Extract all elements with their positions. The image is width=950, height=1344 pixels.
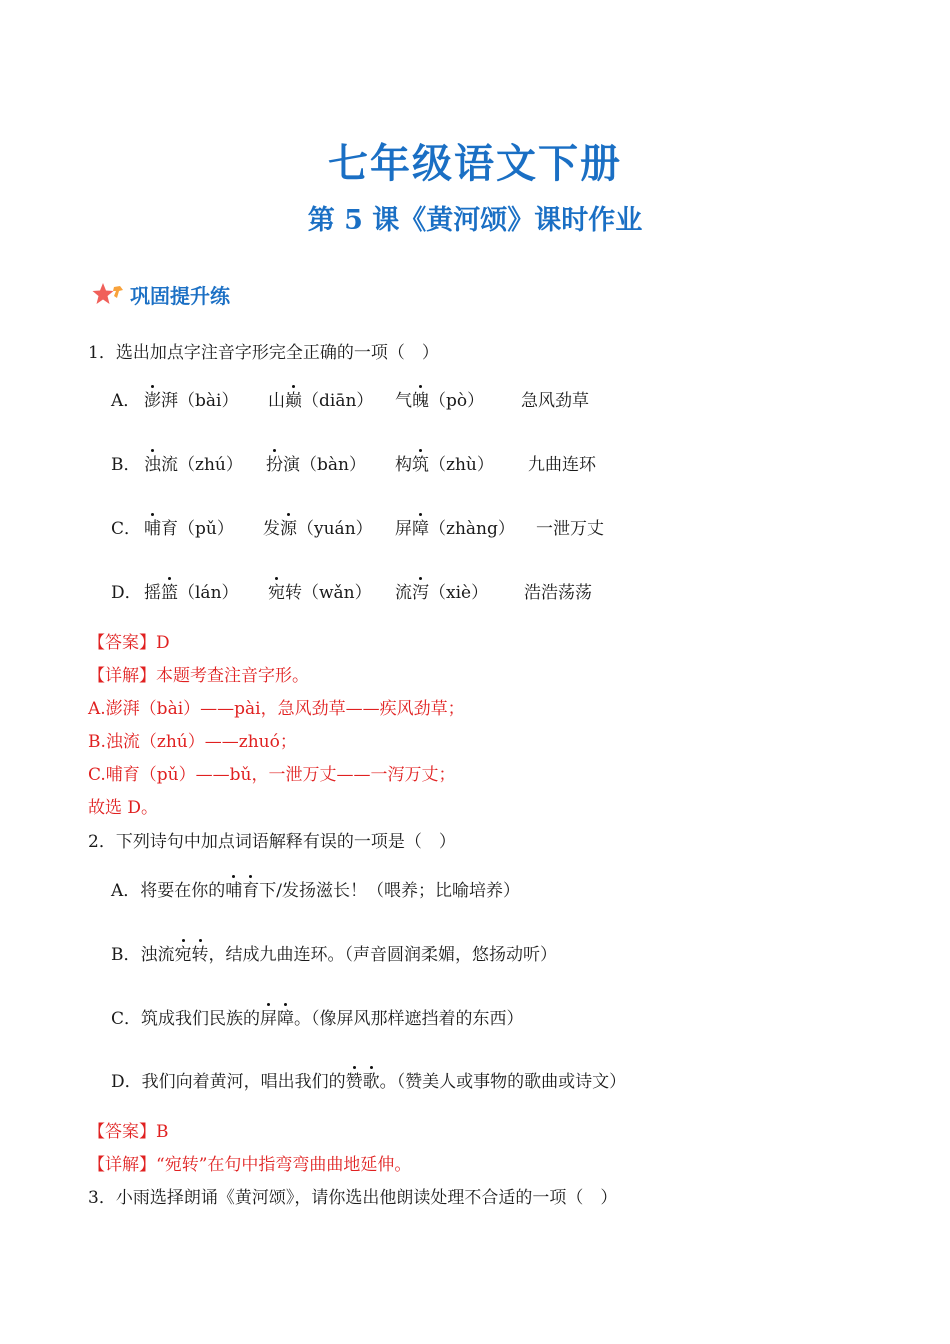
char: 流 <box>395 583 412 603</box>
q2-option-a <box>111 876 520 901</box>
dotted-char: 泻 <box>412 583 429 603</box>
char: 转 <box>285 583 302 603</box>
pinyin: （xiè） <box>429 583 489 603</box>
section-header <box>92 280 230 309</box>
document-subtitle: 第 5 课《黄河颂》课时作业 <box>307 205 643 236</box>
pinyin: （diān） <box>302 391 374 411</box>
q1-explanation: 【详解】本题考查注音字形。 <box>88 666 309 686</box>
option-letter: C． <box>111 1009 142 1029</box>
dotted-char: 哺 <box>225 881 243 901</box>
q2-option-d <box>111 1067 626 1092</box>
char: 摇 <box>144 583 161 603</box>
q2-option-c <box>111 1004 524 1029</box>
char: 流 <box>161 455 178 475</box>
dotted-word <box>225 881 259 901</box>
dotted-char: 源 <box>280 519 297 539</box>
pinyin: （zhù） <box>429 455 494 475</box>
text: 筑成我们民族的 <box>141 1009 261 1029</box>
dotted-char: 赞 <box>345 1072 363 1092</box>
char: 演 <box>283 455 300 475</box>
idiom: 九曲连环 <box>528 455 596 475</box>
dotted-char: 屏 <box>260 1009 278 1029</box>
option-letter: A． <box>111 881 141 901</box>
question-2-stem: 2．下列诗句中加点词语解释有误的一项是（ ） <box>88 832 456 852</box>
q1-option-a <box>111 386 711 412</box>
pinyin: （yuán） <box>297 519 373 539</box>
q2-option-b <box>111 940 557 965</box>
q1-explanation-b: B.浊流（zhú）——zhuó； <box>88 732 297 752</box>
pinyin: （zhàng） <box>429 519 515 539</box>
dotted-char: 浊 <box>144 455 161 475</box>
text: 下/发扬滋长！（喂养；比喻培养） <box>259 881 521 901</box>
char: 山 <box>268 391 285 411</box>
text: 。（像屏风那样遮挡着的东西） <box>294 1009 524 1029</box>
pinyin: （pò） <box>429 391 485 411</box>
dotted-char: 筑 <box>412 455 429 475</box>
dotted-char: 宛 <box>174 945 192 965</box>
q1-option-c <box>111 514 711 540</box>
idiom: 浩浩荡荡 <box>524 583 592 603</box>
dotted-char: 宛 <box>268 583 285 603</box>
q1-explanation-c: C.哺育（pǔ）——bǔ，一泄万丈——一泻万丈； <box>88 765 456 785</box>
dotted-word <box>260 1009 294 1029</box>
q1-answer: 【答案】D <box>88 633 170 653</box>
option-letter: D． <box>111 583 142 603</box>
dotted-char: 澎 <box>144 391 161 411</box>
dotted-char: 哺 <box>144 519 161 539</box>
section-title: 巩固提升练 <box>130 284 230 308</box>
question-1-stem: 1．选出加点字注音字形完全正确的一项（ ） <box>88 343 439 363</box>
document-title: 七年级语文下册 <box>328 140 622 187</box>
option-letter: C． <box>111 519 142 539</box>
text: 我们向着黄河，唱出我们的 <box>141 1072 346 1092</box>
pinyin: （zhú） <box>178 455 243 475</box>
char: 湃 <box>161 391 178 411</box>
char: 育 <box>161 519 178 539</box>
idiom: 一泄万丈 <box>536 519 604 539</box>
char: 发 <box>263 519 280 539</box>
dotted-char: 篮 <box>161 583 178 603</box>
dotted-char: 障 <box>277 1009 295 1029</box>
option-letter: A． <box>111 391 141 411</box>
dotted-char: 歌 <box>362 1072 380 1092</box>
char: 构 <box>395 455 412 475</box>
q1-option-b <box>111 450 711 476</box>
q1-conclusion: 故选 D。 <box>88 798 159 818</box>
q1-option-d <box>111 578 711 604</box>
dotted-word <box>175 945 209 965</box>
q1-explanation-a: A.澎湃（bài）——pài，急风劲草——疾风劲草； <box>88 699 465 719</box>
dotted-char: 扮 <box>266 455 283 475</box>
pinyin: （bàn） <box>300 455 366 475</box>
text: 将要在你的 <box>140 881 226 901</box>
dotted-char: 转 <box>191 945 209 965</box>
option-letter: D． <box>111 1072 142 1092</box>
pinyin: （pǔ） <box>178 519 234 539</box>
text: 浊流 <box>140 945 175 965</box>
dotted-char: 巅 <box>285 391 302 411</box>
dotted-char: 魄 <box>412 391 429 411</box>
dotted-word <box>346 1072 380 1092</box>
char: 气 <box>395 391 412 411</box>
star-icon <box>92 282 124 308</box>
question-3-stem: 3．小雨选择朗诵《黄河颂》，请你选出他朗读处理不合适的一项（ ） <box>88 1188 618 1208</box>
pinyin: （bài） <box>178 391 239 411</box>
q2-explanation: 【详解】“宛转”在句中指弯弯曲曲地延伸。 <box>88 1155 412 1175</box>
idiom: 急风劲草 <box>521 391 589 411</box>
option-letter: B． <box>111 455 141 475</box>
option-letter: B． <box>111 945 141 965</box>
dotted-char: 育 <box>242 881 260 901</box>
pinyin: （lán） <box>178 583 239 603</box>
text: ，结成九曲连环。（声音圆润柔媚，悠扬动听） <box>208 945 557 965</box>
text: 。（赞美人或事物的歌曲或诗文） <box>379 1072 627 1092</box>
pinyin: （wǎn） <box>302 583 372 603</box>
q2-answer: 【答案】B <box>88 1122 169 1142</box>
dotted-char: 障 <box>412 519 429 539</box>
char: 屏 <box>395 519 412 539</box>
